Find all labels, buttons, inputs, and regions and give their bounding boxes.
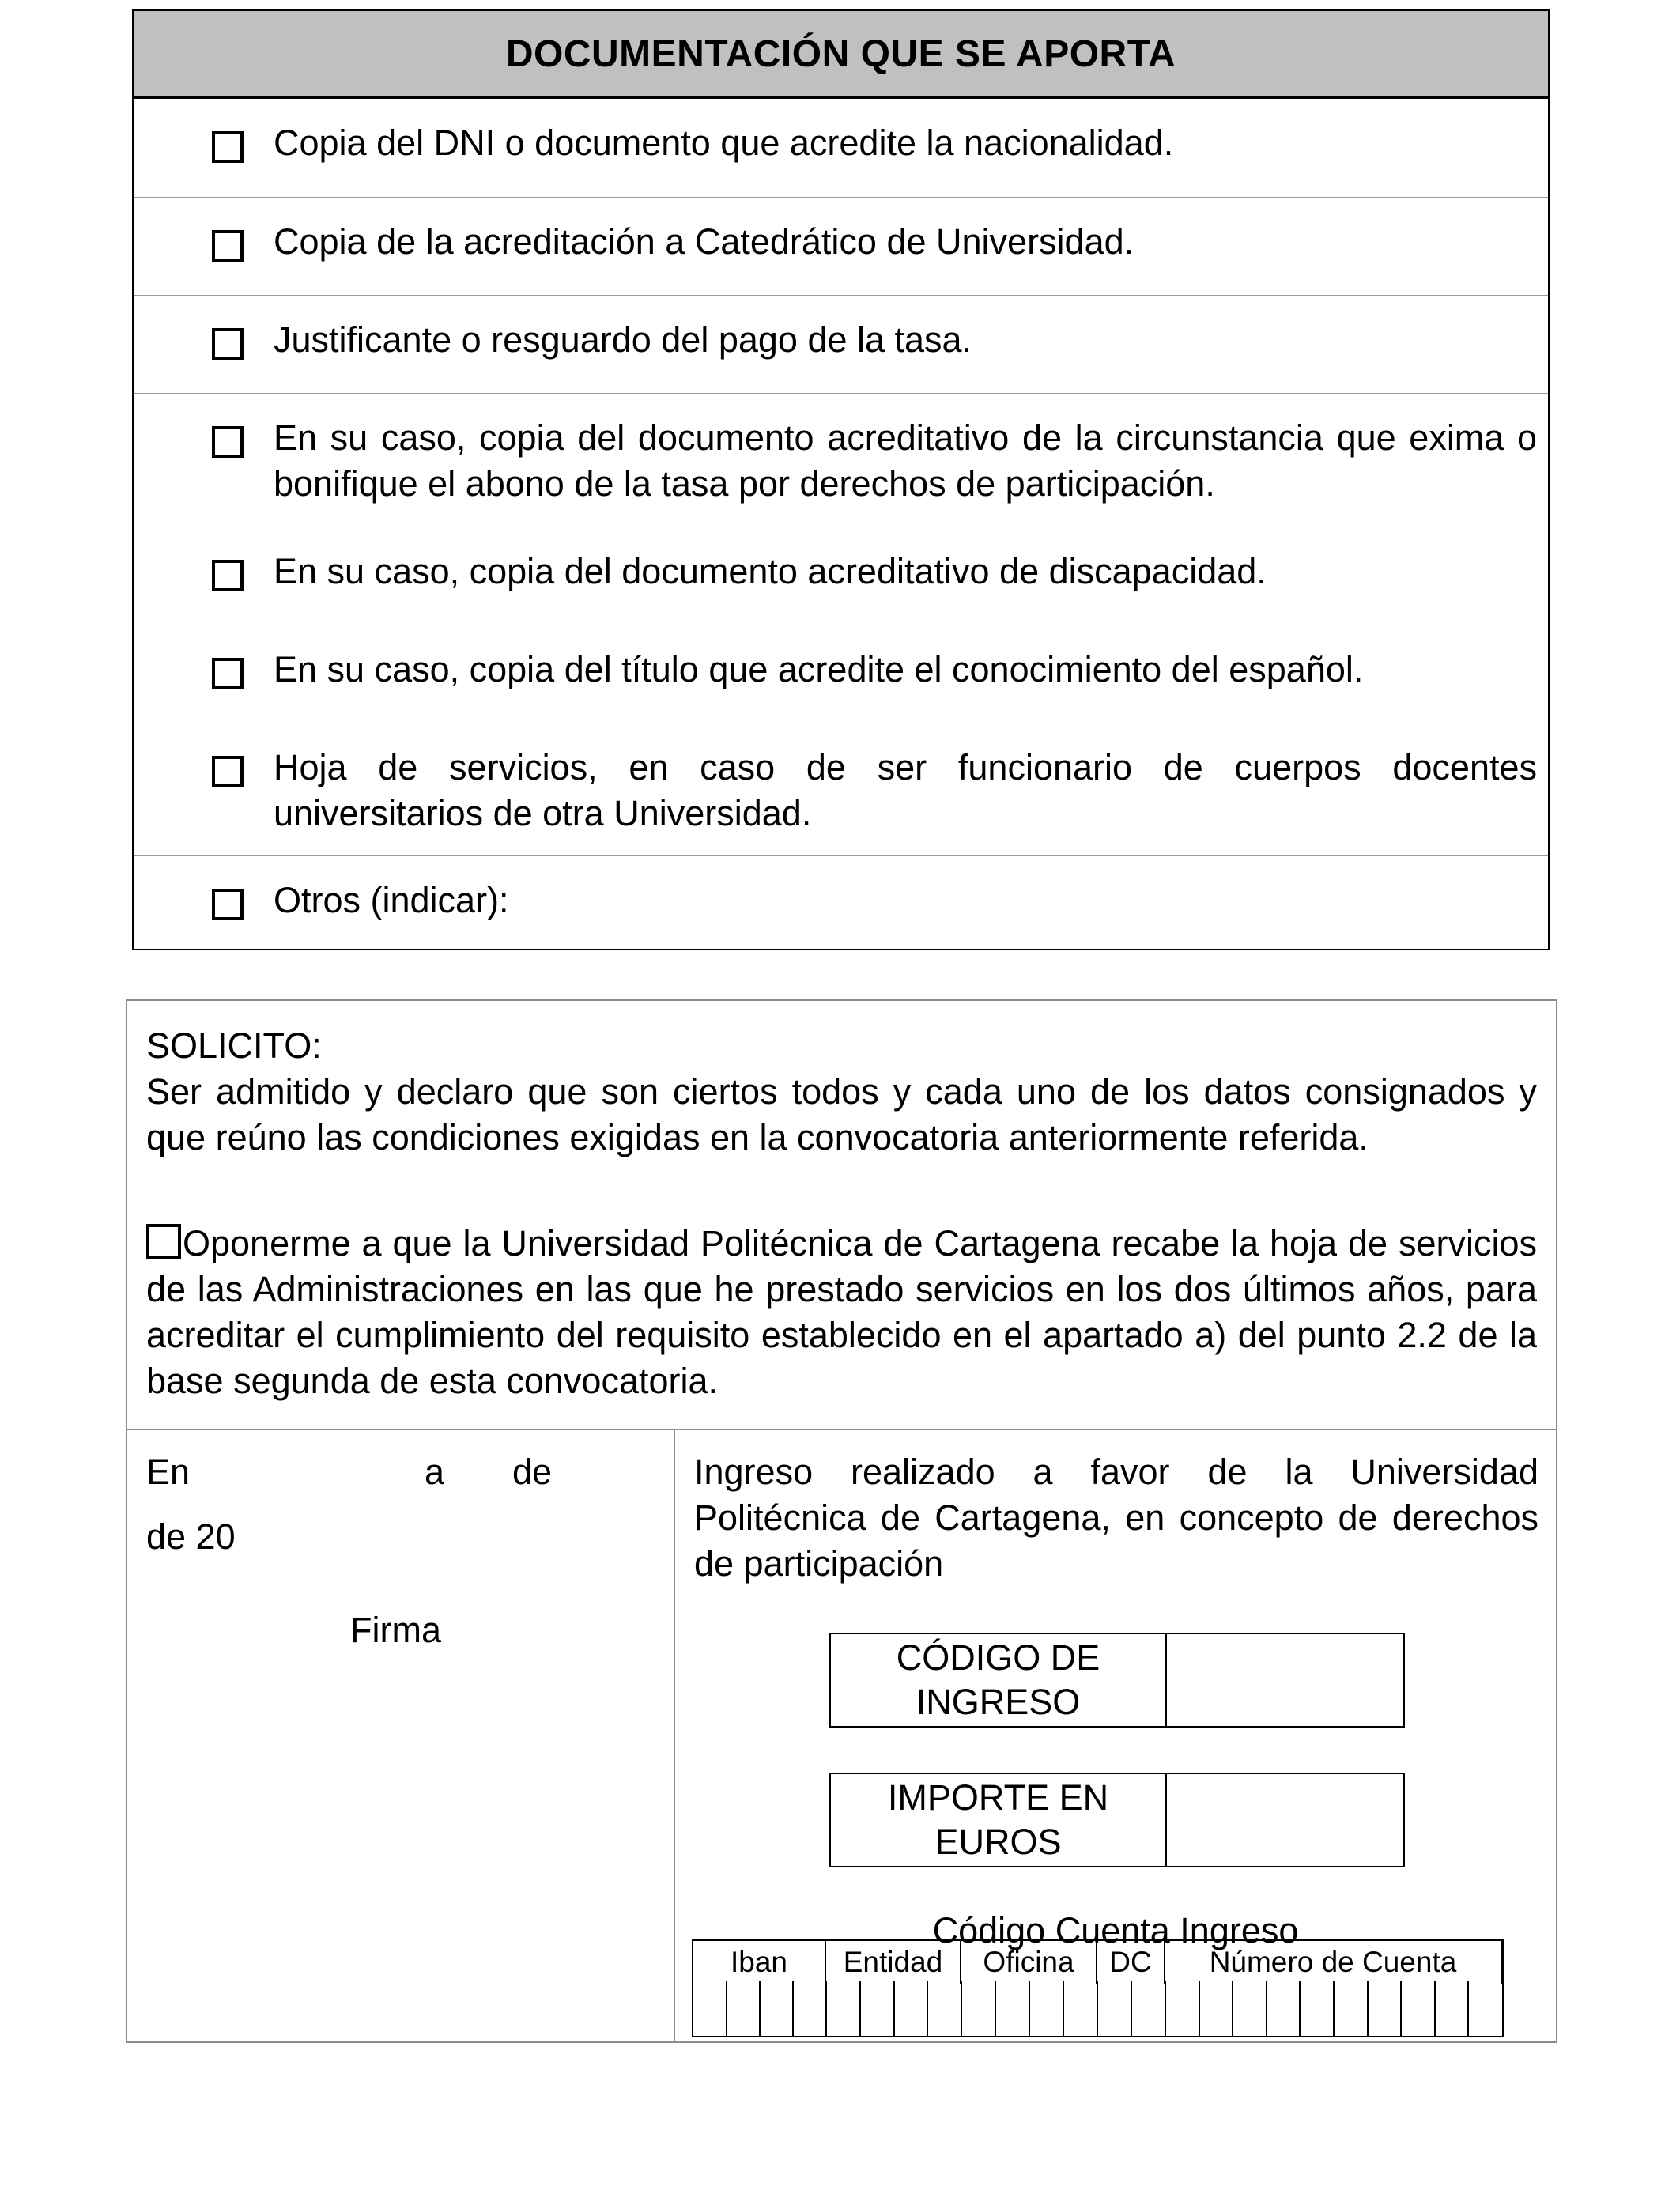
documentation-title bbox=[134, 11, 1548, 99]
doc-item-label: Justificante o resguardo del pago de la tasa. bbox=[274, 319, 972, 360]
digit-separator bbox=[1063, 1981, 1064, 2036]
dc-header: DC bbox=[1097, 1941, 1165, 1984]
digit-separator bbox=[759, 1981, 761, 2036]
codigo-ingreso-box bbox=[829, 1633, 1405, 1728]
signature-cell bbox=[127, 1430, 675, 2041]
importe-box bbox=[829, 1773, 1405, 1867]
digit-separator bbox=[927, 1981, 928, 2036]
group-separator bbox=[1165, 1981, 1166, 2036]
doc-item-label: Copia del DNI o documento que acredite la nacionalidad. bbox=[274, 123, 1174, 163]
oponerme-checkbox[interactable] bbox=[146, 1224, 181, 1259]
year-label: de 20 bbox=[146, 1516, 236, 1557]
doc-item-justificante bbox=[134, 296, 1548, 394]
digit-separator bbox=[1029, 1981, 1030, 2036]
codigo-ingreso-label: CÓDIGO DE INGRESO bbox=[831, 1634, 1167, 1726]
solicito-section bbox=[127, 1001, 1556, 1430]
doc-item-dni bbox=[134, 99, 1548, 198]
doc-item-acreditacion bbox=[134, 198, 1548, 296]
checkbox[interactable] bbox=[212, 328, 244, 360]
day-label: a bbox=[425, 1452, 445, 1492]
digit-separator bbox=[1400, 1981, 1402, 2036]
oficina-header: Oficina bbox=[961, 1941, 1097, 1984]
signature-label: Firma bbox=[350, 1610, 441, 1650]
checkbox[interactable] bbox=[212, 889, 244, 920]
digit-separator bbox=[726, 1981, 727, 2036]
digit-separator bbox=[1467, 1981, 1469, 2036]
digit-separator bbox=[1266, 1981, 1267, 2036]
digit-separator bbox=[893, 1981, 895, 2036]
codigo-ingreso-field[interactable] bbox=[1167, 1634, 1403, 1726]
group-separator bbox=[825, 1981, 827, 2036]
account-number-grid bbox=[692, 1939, 1504, 2037]
doc-item-label: En su caso, copia del documento acreditativo de discapacidad. bbox=[274, 551, 1267, 591]
digit-separator bbox=[1131, 1981, 1132, 2036]
importe-field[interactable] bbox=[1167, 1774, 1403, 1866]
digit-separator bbox=[859, 1981, 861, 2036]
solicito-body: Ser admitido y declaro que son ciertos todos y cada uno de los datos consignados y que reúno las condiciones exigidas en la convocatoria anteriormente referida. bbox=[146, 1071, 1537, 1157]
month-label: de bbox=[512, 1452, 553, 1492]
solicito-title: SOLICITO: bbox=[146, 1025, 322, 1066]
cuenta-ingreso-title: Código Cuenta Ingreso bbox=[932, 1910, 1299, 1950]
group-separator bbox=[1097, 1981, 1098, 2036]
payment-description: Ingreso realizado a favor de la Universidad Politécnica de Cartagena, en concepto de derechos de participación bbox=[694, 1452, 1538, 1584]
digit-separator bbox=[1299, 1981, 1301, 2036]
doc-item-exencion bbox=[134, 394, 1548, 527]
iban-header: Iban bbox=[693, 1941, 826, 1984]
checkbox[interactable] bbox=[212, 230, 244, 262]
digit-separator bbox=[995, 1981, 996, 2036]
solicito-table bbox=[126, 999, 1557, 2043]
checkbox[interactable] bbox=[212, 756, 244, 787]
doc-item-label: Hoja de servicios, en caso de ser funcionario de cuerpos docentes universitarios de otra Universidad. bbox=[274, 747, 1537, 833]
place-label: En bbox=[146, 1452, 191, 1492]
group-separator bbox=[961, 1981, 962, 2036]
documentation-table bbox=[132, 9, 1550, 950]
doc-item-otros bbox=[134, 856, 1548, 949]
oponerme-text: Oponerme a que la Universidad Politécnica de Cartagena recabe la hoja de servicios de las Administraciones en las que he prestado servicios en los dos últimos años, para acreditar el cumplimiento del requisito establecido en el apartado a) del punto 2.2 de la base segunda de esta convocatoria. bbox=[146, 1223, 1537, 1401]
doc-item-espanol bbox=[134, 625, 1548, 723]
doc-item-discapacidad bbox=[134, 527, 1548, 625]
doc-item-label: Copia de la acreditación a Catedrático de Universidad. bbox=[274, 221, 1134, 262]
digit-separator bbox=[792, 1981, 794, 2036]
checkbox[interactable] bbox=[212, 131, 244, 163]
digit-separator bbox=[1367, 1981, 1369, 2036]
importe-label: IMPORTE EN EUROS bbox=[831, 1774, 1167, 1866]
documentation-title-text: DOCUMENTACIÓN QUE SE APORTA bbox=[505, 32, 1176, 75]
doc-item-label: En su caso, copia del título que acredite el conocimiento del español. bbox=[274, 649, 1364, 689]
checkbox[interactable] bbox=[212, 560, 244, 591]
doc-item-label: En su caso, copia del documento acreditativo de la circunstancia que exima o bonifique el abono de la tasa por derechos de participación. bbox=[274, 417, 1537, 504]
digit-separator bbox=[1199, 1981, 1200, 2036]
entidad-header: Entidad bbox=[826, 1941, 961, 1984]
checkbox[interactable] bbox=[212, 426, 244, 458]
doc-item-label: Otros (indicar): bbox=[274, 880, 509, 920]
doc-item-hoja-servicios bbox=[134, 723, 1548, 856]
numero-cuenta-header: Número de Cuenta bbox=[1165, 1941, 1502, 1984]
checkbox[interactable] bbox=[212, 658, 244, 689]
digit-separator bbox=[1232, 1981, 1233, 2036]
digit-separator bbox=[1333, 1981, 1335, 2036]
digit-separator bbox=[1434, 1981, 1436, 2036]
oponerme-option bbox=[146, 1221, 1537, 1404]
